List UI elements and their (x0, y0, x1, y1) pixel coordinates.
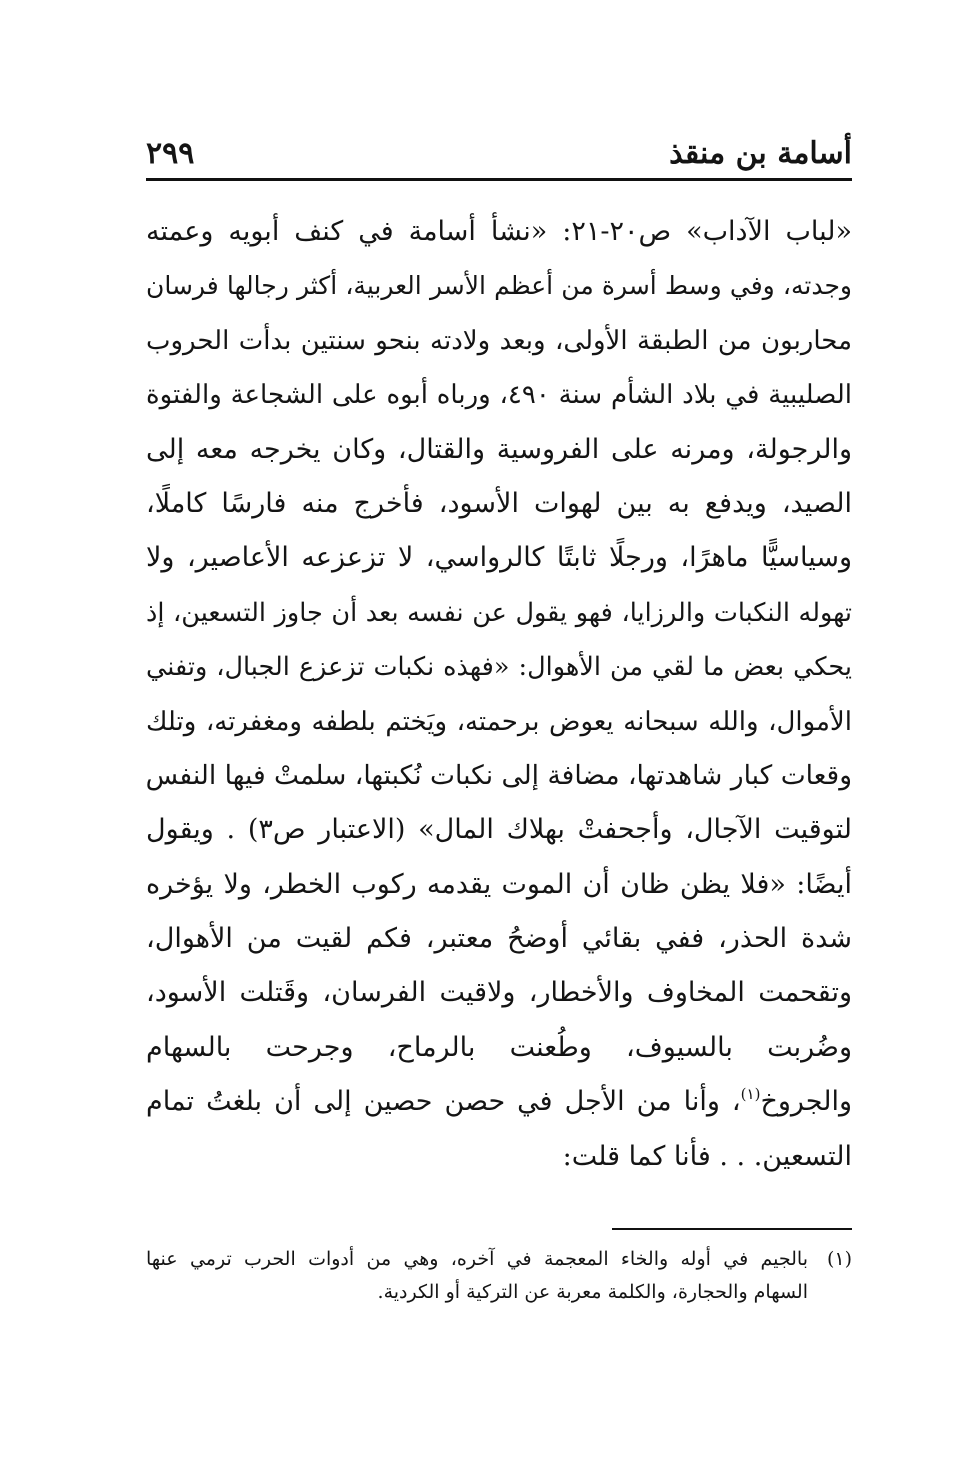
footnote-line: بالجيم في أوله والخاء المعجمة في آخره، وهي من أدوات الحرب ترمي عنها (146, 1248, 808, 1270)
text-line: الأموال، والله سبحانه يعوض برحمته، ويَختم بلطفه ومغفرته، وتلك (146, 706, 852, 737)
body-text (146, 205, 852, 1184)
footnote-number: (١) (826, 1248, 852, 1270)
running-title: أسامة بن منقذ (669, 136, 852, 171)
footnote-line: السهام والحجارة، والكلمة معربة عن التركية أو الكردية. (377, 1281, 808, 1303)
text-line: والرجولة، ومرنه على الفروسية والقتال، وكان يخرجه معه إلى (146, 433, 852, 465)
footnote-text (146, 1243, 808, 1309)
text-line: أيضًا: «فلا يظن ظان أن الموت يقدمه ركوب الخطر، ولا يؤخره (146, 868, 852, 900)
text-line: وسياسيًّا ماهرًا، ورجلًا ثابتًا كالرواسي، لا تزعزعه الأعاصير، ولا (146, 542, 852, 574)
text-line: لتوقيت الآجال، وأجحفتْ بهلاك المال» (الاعتبار ص٣) . ويقول (146, 814, 852, 846)
text-line-with-footnote-ref (146, 1075, 852, 1129)
text-line: تهوله النكبات والرزايا، فهو يقول عن نفسه بعد أن جاوز التسعين، إذ (146, 597, 852, 628)
text-line: وجدته، وفي وسط أسرة من أعظم الأسر العربية، أكثر رجالها فرسان (146, 271, 852, 301)
text-line: الصيد، ويدفع به بين لهوات الأسود، فأخرج منه فارسًا كاملًا، (146, 487, 852, 519)
page-header (146, 130, 852, 174)
page-number: ٢٩٩ (146, 136, 195, 171)
footnote-rule (612, 1228, 852, 1230)
text-line: محاربون من الطبقة الأولى، وبعد ولادته بنحو سنتين بدأت الحروب (146, 325, 852, 356)
text-line: وقعات كبار شاهدتها، مضافة إلى نكبات نُكبتها، سلمتْ فيها النفس (146, 759, 852, 791)
footnote (146, 1243, 852, 1309)
header-rule (146, 178, 852, 181)
text-line: وتقحمت المخاوف والأخطار، ولاقيت الفرسان، وقَتلت الأسود، (146, 977, 852, 1009)
text-segment: والجروخ (760, 1086, 852, 1118)
text-line: يحكي بعض ما لقي من الأهوال: «فهذه نكبات تزعزع الجبال، وتفني (146, 652, 852, 683)
text-line: الصليبية في بلاد الشأم سنة ٤٩٠، ورباه أبوه على الشجاعة والفتوة (146, 380, 852, 411)
text-line: شدة الحذر، ففي بقائي أوضحُ معتبر، فكم لقيت من الأهوال، (146, 923, 852, 955)
text-segment: ، وأنا من الأجل في حصن حصين إلى أن بلغتُ تمام (146, 1086, 741, 1118)
text-line: «لباب الآداب» ص٢٠-٢١: «نشأ أسامة في كنف أبويه وعمته (146, 216, 852, 247)
text-line-last: التسعين. . . فأنا كما قلت: (562, 1140, 852, 1172)
text-line: وضُربت بالسيوف، وطُعنت بالرماح، وجرحت بالسهام (146, 1031, 852, 1063)
footnote-reference: (١) (740, 1085, 761, 1104)
